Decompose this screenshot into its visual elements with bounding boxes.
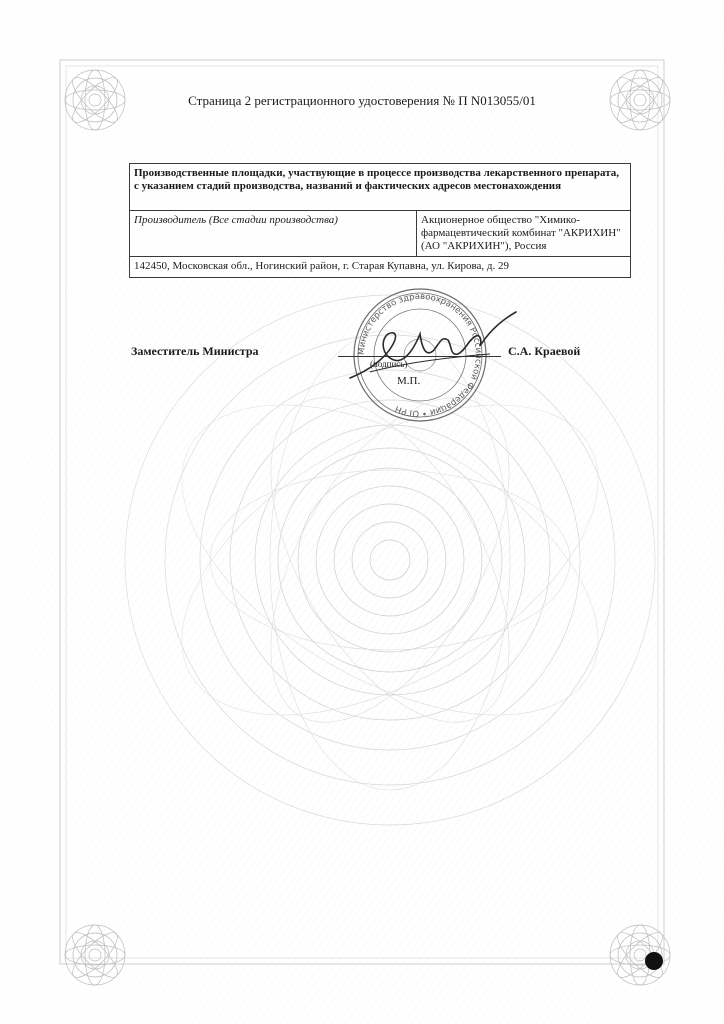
signature-caption: (подпись) bbox=[370, 359, 408, 369]
handwritten-signature bbox=[330, 300, 530, 400]
table-row bbox=[130, 211, 631, 257]
signer-name: С.А. Краевой bbox=[508, 344, 581, 358]
corner-dot bbox=[645, 952, 663, 970]
table-heading: Производственные площадки, участвующие в процессе производства лекарственного препарата, с указанием стадий производства, названий и фактических адресов местонахождения bbox=[130, 164, 631, 211]
page-title: Страница 2 регистрационного удостоверения № П N013055/01 bbox=[188, 93, 536, 108]
seal-text: Министерство здравоохранения Российской Федерации • ОГРН bbox=[356, 291, 484, 419]
seal-caption: М.П. bbox=[397, 375, 421, 387]
manufacturer-role: Производитель (Все стадии производства) bbox=[130, 211, 417, 257]
production-sites-table bbox=[129, 163, 631, 278]
signer-position: Заместитель Министра bbox=[131, 344, 259, 358]
manufacturer-company: Акционерное общество "Химико-фармацевтический комбинат "АКРИХИН" (АО "АКРИХИН"), Россия bbox=[417, 211, 631, 257]
table-row bbox=[130, 257, 631, 278]
table-row bbox=[130, 164, 631, 211]
manufacturer-address: 142450, Московская обл., Ногинский район, г. Старая Купавна, ул. Кирова, д. 29 bbox=[130, 257, 631, 278]
